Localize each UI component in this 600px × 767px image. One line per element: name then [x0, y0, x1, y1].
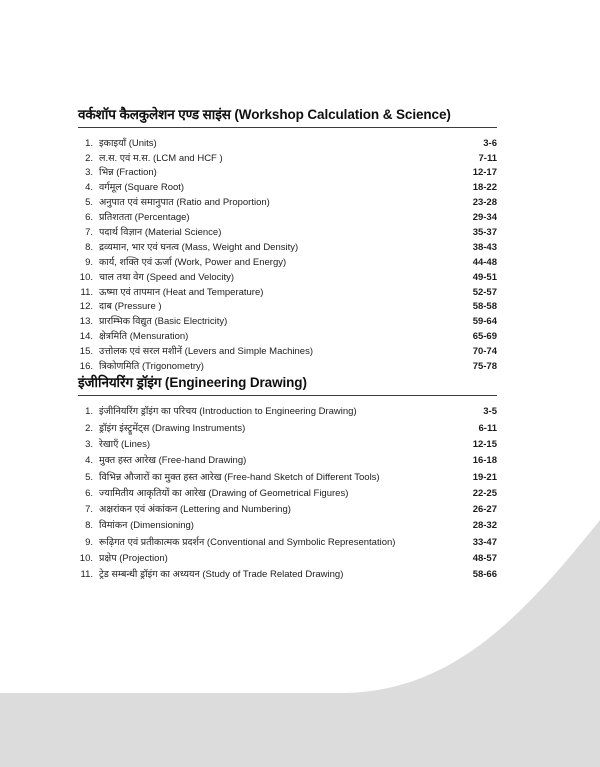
item-number: 6.: [85, 212, 93, 224]
toc-row: [78, 469, 497, 485]
item-number: 8.: [85, 520, 93, 532]
toc-row: [78, 136, 497, 151]
toc-row: [78, 225, 497, 240]
toc-row: [78, 344, 497, 359]
toc-row: [78, 359, 497, 374]
item-number: 3.: [85, 438, 93, 450]
item-title: प्रतिशतता (Percentage): [99, 212, 190, 224]
item-page-range: 52-57: [472, 286, 497, 298]
item-title: प्रक्षेप (Projection): [99, 553, 168, 565]
item-page-range: 28-32: [472, 520, 497, 532]
item-title: प्रारम्भिक विद्युत (Basic Electricity): [99, 316, 228, 328]
item-number: 8.: [85, 241, 93, 253]
section-title: इंजीनियरिंग ड्रॉइंग (Engineering Drawing): [78, 374, 497, 396]
item-page-range: 49-51: [472, 271, 497, 283]
item-number: 1.: [85, 406, 93, 418]
item-title: मुक्त हस्त आरेख (Free-hand Drawing): [99, 455, 247, 467]
item-title: इंजीनियरिंग ड्रॉइंग का परिचय (Introduction to Engineering Drawing): [99, 406, 357, 418]
item-page-range: 16-18: [472, 455, 497, 467]
item-number: 13.: [79, 316, 93, 328]
item-number: 2.: [85, 152, 93, 164]
item-title: उत्तोलक एवं सरल मशीनें (Levers and Simple Machines): [99, 346, 313, 358]
item-page-range: 38-43: [472, 241, 497, 253]
item-number: 16.: [79, 361, 93, 373]
item-page-range: 33-47: [472, 536, 497, 548]
item-number: 1.: [85, 137, 93, 149]
item-title: विमांकन (Dimensioning): [99, 520, 194, 532]
toc-row: [78, 196, 497, 211]
item-title: विभिन्न औजारों का मुक्त हस्त आरेख (Free-hand Sketch of Different Tools): [99, 471, 380, 483]
toc-row: [78, 315, 497, 330]
item-page-range: 59-64: [472, 316, 497, 328]
toc-row: [78, 210, 497, 225]
item-page-range: 29-34: [472, 212, 497, 224]
item-title: रेखाएँ (Lines): [99, 438, 151, 450]
toc-row: [78, 437, 497, 453]
toc-row: [78, 151, 497, 166]
item-number: 10.: [79, 553, 93, 565]
toc-row: [78, 270, 497, 285]
item-page-range: 35-37: [472, 227, 497, 239]
item-title: द्रव्यमान, भार एवं घनत्व (Mass, Weight and Density): [99, 241, 299, 253]
item-title: ड्रॉइंग इंस्ट्रूमेंट्स (Drawing Instruments): [99, 422, 246, 434]
item-title: ट्रेड सम्बन्धी ड्रॉइंग का अध्ययन (Study of Trade Related Drawing): [99, 569, 344, 581]
item-title: इकाइयाँ (Units): [99, 137, 157, 149]
item-number: 7.: [85, 504, 93, 516]
item-number: 6.: [85, 487, 93, 499]
item-page-range: 23-28: [472, 197, 497, 209]
item-title: चाल तथा वेग (Speed and Velocity): [99, 271, 235, 283]
item-number: 15.: [79, 346, 93, 358]
item-page-range: 48-57: [472, 553, 497, 565]
item-number: 4.: [85, 182, 93, 194]
item-number: 9.: [85, 536, 93, 548]
item-number: 4.: [85, 455, 93, 467]
item-number: 11.: [80, 569, 93, 581]
item-page-range: 44-48: [472, 256, 497, 268]
item-page-range: 19-21: [472, 471, 497, 483]
item-title: रूढ़िगत एवं प्रतीकात्मक प्रदर्शन (Conventional and Symbolic Representation): [99, 536, 396, 548]
toc-row: [78, 255, 497, 270]
toc-row: [78, 453, 497, 469]
item-number: 12.: [79, 301, 93, 313]
item-title: ल.स. एवं म.स. (LCM and HCF ): [99, 152, 223, 164]
item-title: अनुपात एवं समानुपात (Ratio and Proportion): [99, 197, 270, 209]
item-page-range: 26-27: [472, 504, 497, 516]
item-title: त्रिकोणमिति (Trigonometry): [99, 361, 204, 373]
toc-row: [78, 285, 497, 300]
toc-row: [78, 404, 497, 420]
item-title: क्षेत्रमिति (Mensuration): [99, 331, 189, 343]
corner-swoosh-decoration: [0, 520, 600, 767]
item-page-range: 65-69: [472, 331, 497, 343]
toc-section: [78, 106, 497, 374]
item-number: 7.: [85, 227, 93, 239]
item-page-range: 22-25: [472, 487, 497, 499]
toc-row: [78, 420, 497, 436]
section-rows: [78, 136, 497, 374]
item-page-range: 6-11: [478, 422, 497, 434]
item-number: 3.: [85, 167, 93, 179]
item-page-range: 7-11: [478, 152, 497, 164]
toc-row: [78, 300, 497, 315]
item-page-range: 58-66: [472, 569, 497, 581]
item-number: 14.: [79, 331, 93, 343]
item-title: पदार्थ विज्ञान (Material Science): [99, 227, 222, 239]
item-number: 5.: [85, 471, 93, 483]
toc-row: [78, 166, 497, 181]
item-title: अक्षरांकन एवं अंकांकन (Lettering and Numbering): [99, 504, 291, 516]
section-title: वर्कशॉप कैलकुलेशन एण्ड साइंस (Workshop Calculation & Science): [78, 106, 497, 128]
item-page-range: 75-78: [472, 361, 497, 373]
toc-row: [78, 485, 497, 501]
item-page-range: 70-74: [472, 346, 497, 358]
item-page-range: 3-5: [483, 406, 497, 418]
item-number: 11.: [80, 286, 93, 298]
toc-row: [78, 240, 497, 255]
item-title: कार्य, शक्ति एवं ऊर्जा (Work, Power and Energy): [99, 256, 287, 268]
toc-row: [78, 502, 497, 518]
item-number: 9.: [85, 256, 93, 268]
item-title: वर्गमूल (Square Root): [99, 182, 185, 194]
toc-row: [78, 330, 497, 345]
item-page-range: 58-58: [472, 301, 497, 313]
item-page-range: 18-22: [472, 182, 497, 194]
item-page-range: 3-6: [483, 137, 497, 149]
item-number: 2.: [85, 422, 93, 434]
item-title: दाब (Pressure ): [99, 301, 162, 313]
item-page-range: 12-15: [472, 438, 497, 450]
item-page-range: 12-17: [472, 167, 497, 179]
item-number: 5.: [85, 197, 93, 209]
toc-row: [78, 181, 497, 196]
item-title: भिन्न (Fraction): [99, 167, 157, 179]
item-title: ज्यामितीय आकृतियों का आरेख (Drawing of Geometrical Figures): [99, 487, 349, 499]
item-title: ऊष्मा एवं तापमान (Heat and Temperature): [99, 286, 264, 298]
item-number: 10.: [79, 271, 93, 283]
